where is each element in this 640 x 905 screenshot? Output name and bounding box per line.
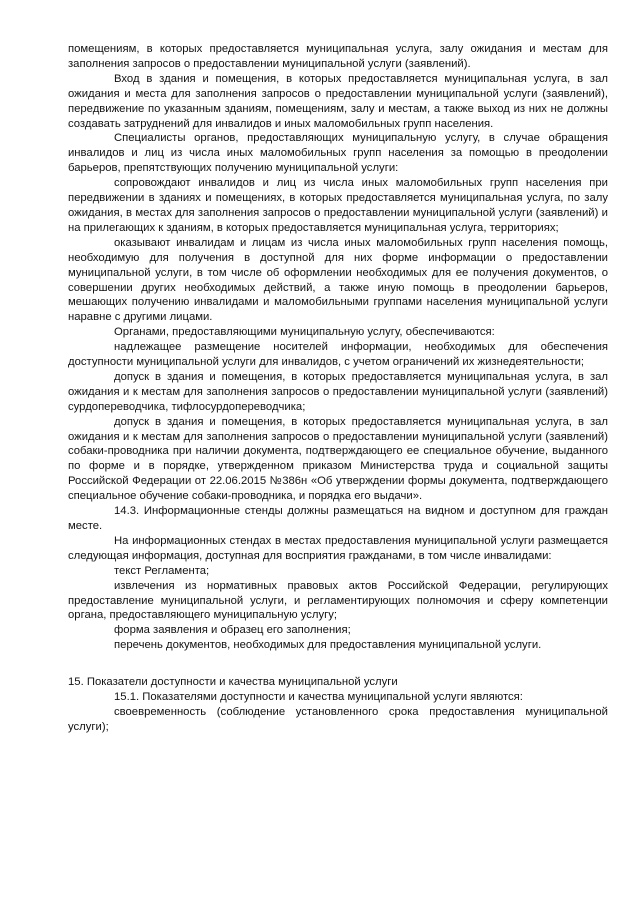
paragraph: текст Регламента; — [114, 564, 210, 577]
paragraph: Специалисты органов, предоставляющих муниципальную услугу, в случае обращения инвалидов и лиц из числа иных маломобильных групп населения за помощью в преодолении барьеров, препятствующих получению муниципальной услуги: — [68, 132, 608, 175]
document-page — [68, 42, 608, 735]
paragraph: извлечения из нормативных правовых актов Российской Федерации, регулирующих предоставление муниципальной услуги, и регламентирующих полномочия и сферу компетенции органа, предоставляющего муниципальную услугу; — [68, 579, 608, 622]
paragraph: надлежащее размещение носителей информации, необходимых для обеспечения доступности муниципальной услуги для инвалидов, с учетом ограничений их жизнедеятельности; — [68, 341, 608, 369]
paragraph: своевременность (соблюдение установленного срока предоставления муниципальной услуги); — [68, 705, 608, 733]
paragraph: 15.1. Показателями доступности и качества муниципальной услуги являются: — [114, 691, 523, 704]
paragraph: помещениям, в которых предоставляется муниципальная услуга, залу ожидания и местам для заполнения запросов о предоставлении муниципальной услуги (заявлений). — [68, 43, 608, 70]
section-heading: 15. Показатели доступности и качества муниципальной услуги — [68, 676, 398, 689]
paragraph: На информационных стендах в местах предоставления муниципальной услуги размещается следующая информация, доступная для восприятия гражданами, в том числе инвалидами: — [68, 534, 608, 562]
paragraph: сопровождают инвалидов и лиц из числа иных маломобильных групп населения при передвижении в зданиях и помещениях, в которых предоставляется муниципальная услуга, по залу ожидания, в местах для заполнения запросов о предоставлении муниципальной услуги (заявлений) и на прилегающих к зданиям, в которых предоставляется муниципальная услуга, территориях; — [68, 177, 608, 234]
paragraph: допуск в здания и помещения, в которых предоставляется муниципальная услуга, в зал ожидания и к местам для заполнения запросов о предоставлении муниципальной услуги (заявлений) собаки-проводника при наличии документа, подтверждающего ее специальное обучение, выданного по форме и в порядке, утвержденном приказом Министерства труда и социальной защиты Российской Федерации от 22.06.2015 №386н «Об утверждении формы документа, подтверждающего специальное обучение собаки-проводника, и порядка его выдачи». — [68, 415, 608, 503]
paragraph: перечень документов, необходимых для предоставления муниципальной услуги. — [114, 639, 542, 652]
paragraph: 14.3. Информационные стенды должны размещаться на видном и доступном для граждан месте. — [68, 505, 608, 532]
paragraph: Органами, предоставляющими муниципальную услугу, обеспечиваются: — [114, 326, 495, 339]
paragraph: форма заявления и образец его заполнения; — [114, 624, 351, 637]
paragraph: оказывают инвалидам и лицам из числа иных маломобильных групп населения помощь, необходимую для получения в доступной для них форме информации о предоставлении муниципальной услуги, в том числе об оформлении необходимых для ее получения документов, о совершении других необходимых действий, а также иную помощь в преодолении барьеров, мешающих получению инвалидами и маломобильными группами населения муниципальной услуги наравне с другими лицами. — [68, 236, 608, 324]
paragraph: Вход в здания и помещения, в которых предоставляется муниципальная услуга, в зал ожидания и места для заполнения запросов о предоставлении муниципальной услуги (заявлений), передвижение по указанным зданиям, помещениям, залу и местам, а также выход из них не должны создавать затруднений для инвалидов и иных маломобильных групп населения. — [68, 72, 608, 130]
paragraph: допуск в здания и помещения, в которых предоставляется муниципальная услуга, в зал ожидания и к местам для заполнения запросов о предоставлении муниципальной услуги (заявлений) сурдопереводчика, тифлосурдопереводчика; — [68, 370, 608, 413]
